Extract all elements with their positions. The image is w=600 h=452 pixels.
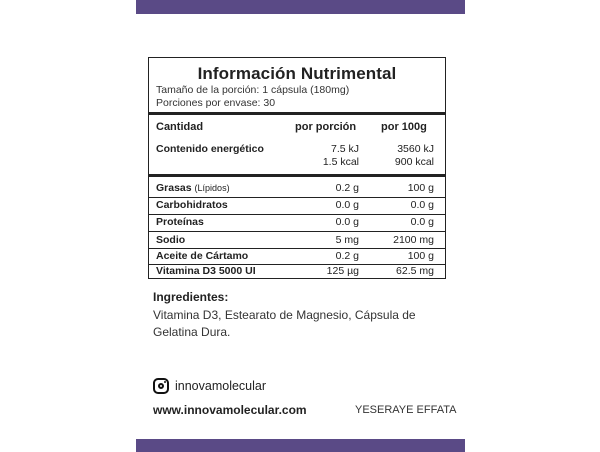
divider — [149, 248, 445, 249]
nutrition-facts-panel — [148, 57, 446, 279]
serving-size: Tamaño de la porción: 1 cápsula (180mg) — [156, 84, 350, 96]
ingredients-heading: Ingredientes: — [153, 290, 229, 304]
instagram-icon — [153, 378, 169, 394]
servings-per-container: Porciones por envase: 30 — [156, 97, 276, 109]
table-row-per-100g: 0.0 g — [410, 216, 434, 228]
top-color-band — [136, 0, 465, 14]
table-row-per-serving: 0.0 g — [335, 216, 359, 228]
table-row-per-serving: 0.0 g — [335, 199, 359, 211]
divider — [149, 214, 445, 215]
table-row-label: Proteínas — [156, 216, 204, 228]
table-row-per-serving: 5 mg — [335, 234, 359, 246]
divider — [149, 197, 445, 198]
energy-label: Contenido energético — [156, 143, 264, 155]
table-row-per-serving: 0.2 g — [335, 250, 359, 262]
divider — [149, 174, 445, 177]
manufacturer-name: YESERAYE EFFATA — [355, 404, 457, 416]
table-row-per-100g: 2100 mg — [393, 234, 434, 246]
table-row-per-100g: 100 g — [407, 182, 434, 194]
fat-note: (Lípidos) — [194, 183, 230, 193]
column-header-per-serving: por porción — [295, 121, 357, 133]
ingredients-text: Vitamina D3, Estearato de Magnesio, Cápsula de Gelatina Dura. — [153, 308, 416, 339]
table-row-per-100g: 0.0 g — [410, 199, 434, 211]
divider — [149, 112, 445, 115]
website-url: www.innovamolecular.com — [153, 403, 307, 417]
table-row-per-100g: 100 g — [407, 250, 434, 262]
instagram-dot — [164, 381, 166, 383]
panel-title: Información Nutrimental — [197, 64, 397, 83]
table-row-per-100g: 62.5 mg — [396, 265, 434, 277]
table-row-label: Aceite de Cártamo — [156, 250, 249, 262]
energy-per-serving-kj: 7.5 kJ — [330, 143, 359, 155]
column-header-label: Cantidad — [156, 121, 204, 133]
table-row-label: Grasas (Lípidos) — [156, 182, 230, 194]
table-row-label: Vitamina D3 5000 UI — [156, 265, 256, 277]
energy-per-100g-kcal: 900 kcal — [394, 156, 434, 168]
instagram-lens — [158, 383, 164, 389]
table-row-label: Carbohidratos — [156, 199, 228, 211]
energy-per-serving-kcal: 1.5 kcal — [322, 156, 359, 168]
table-row-per-serving: 125 µg — [326, 265, 359, 277]
energy-per-100g-kj: 3560 kJ — [397, 143, 434, 155]
table-row-per-serving: 0.2 g — [335, 182, 359, 194]
instagram-handle: innovamolecular — [175, 379, 267, 393]
bottom-color-band — [136, 439, 465, 452]
table-row-label: Sodio — [156, 234, 186, 246]
column-header-per-100g: por 100g — [381, 121, 427, 133]
divider — [149, 231, 445, 232]
